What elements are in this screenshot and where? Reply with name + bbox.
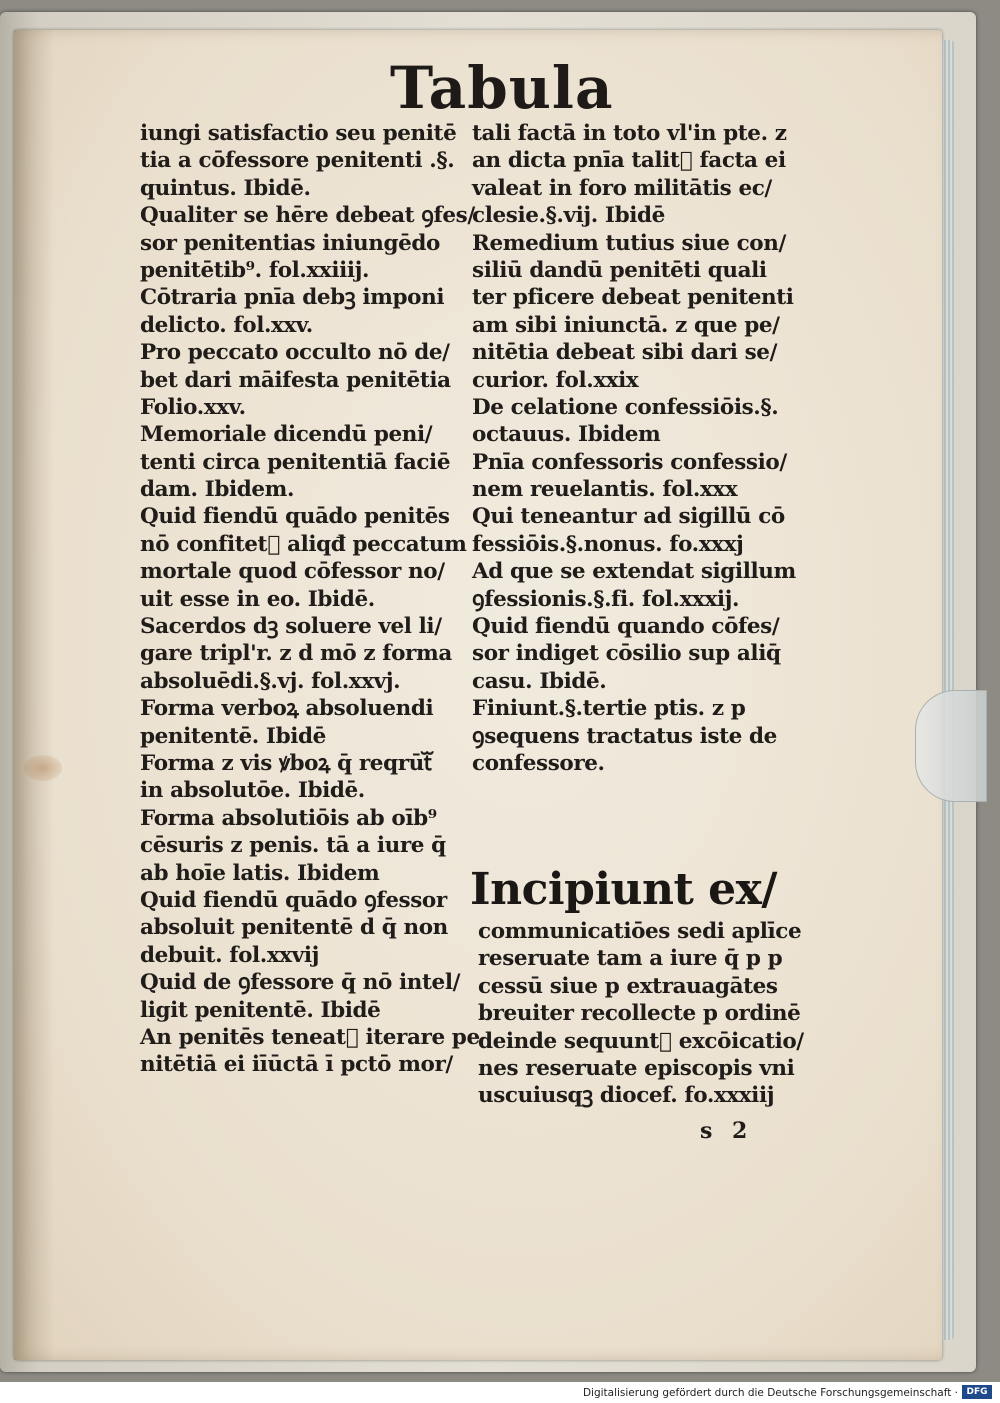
text-line: ligit penitentē. Ibidē	[140, 997, 381, 1023]
right-column-lower	[478, 918, 804, 1110]
text-line: communicatiōes sedi aplīce	[478, 919, 802, 944]
text-line: sor indiget cōsilio sup aliq̄	[472, 641, 781, 667]
text-line: penitētib⁹. fol.xxiiij.	[140, 257, 370, 283]
funding-credit: Digitalisierung gefördert durch die Deutsche Forschungsgemeinschaft ·	[582, 1387, 958, 1399]
text-line: ꝯfessionis.§.fi. fol.xxxij.	[472, 586, 740, 612]
text-line: mortale quod cōfessor no/	[140, 559, 445, 585]
right-column	[472, 120, 797, 777]
text-line: delicto. fol.xxv.	[140, 312, 313, 338]
printer-signature: s 2	[700, 1118, 754, 1144]
text-line: curior. fol.xxix	[472, 367, 639, 393]
text-line: Forma z vis ꝟboꝝ q̄ reqrūtᷓ	[140, 750, 432, 776]
text-line: Pnīa confessoris confessio/	[472, 449, 787, 475]
text-line: Quid fiendū quādo penitēs	[140, 504, 450, 530]
text-line: penitentē. Ibidē	[140, 723, 326, 749]
text-line: Finiunt.§.tertie ptis. z p	[472, 696, 746, 722]
text-line: Qui teneantur ad sigillū cō	[472, 504, 785, 530]
gutter-shadow	[14, 30, 54, 1360]
text-line: Folio.xxv.	[140, 394, 246, 420]
text-line: bet dari māifesta penitētia	[140, 367, 451, 393]
text-line: Qualiter se hēre debeat ꝯfes/	[140, 203, 475, 229]
text-line: cēsuris z penis. tā a iure q̄	[140, 833, 446, 859]
text-line: reseruate tam a iure q̄ p p	[478, 946, 783, 972]
text-line: uit esse in eo. Ibidē.	[140, 586, 375, 612]
text-line: clesie.§.vij. Ibidē	[472, 203, 665, 229]
text-line: am sibi iniunctā. z que pe/	[472, 312, 780, 338]
text-line: nitētiā ei iīūctā ī pctō mor/	[140, 1052, 453, 1078]
text-line: octauus. Ibidem	[472, 422, 661, 448]
text-line: ab hoīe latis. Ibidem	[140, 860, 380, 886]
text-line: quintus. Ibidē.	[140, 175, 311, 201]
text-line: valeat in foro militātis ec/	[472, 175, 772, 201]
text-line: an dicta pnīa talitᷓ facta ei	[472, 148, 786, 174]
text-line: debuit. fol.xxvij	[140, 942, 319, 968]
dfg-logo: DFG	[962, 1385, 992, 1399]
text-line: gare tripl'r. z d mō z forma	[140, 641, 452, 667]
text-line: Quid fiendū quando cōfes/	[472, 614, 780, 640]
text-line: tali factā in toto vl'in pte. z	[472, 121, 787, 146]
paper-stain	[24, 755, 62, 781]
text-line: Quid de ꝯfessore q̄ nō intel/	[140, 970, 461, 996]
text-line: absoluēdi.§.vj. fol.xxvj.	[140, 668, 401, 694]
clip-tab	[915, 690, 987, 802]
text-line: siliū dandū penitēti quali	[472, 257, 767, 283]
text-line: dam. Ibidem.	[140, 477, 295, 503]
text-line: nes reseruate episcopis vni	[478, 1055, 795, 1081]
text-line: confessore.	[472, 750, 605, 776]
text-line: Quid fiendū quādo ꝯfessor	[140, 887, 447, 913]
text-line: Forma verboꝝ absoluendi	[140, 696, 434, 722]
footer-bar	[0, 1382, 1000, 1403]
text-line: De celatione confessiōis.§.	[472, 394, 779, 420]
text-line: absoluit penitentē d q̄ non	[140, 915, 448, 941]
text-line: Forma absolutiōis ab oīb⁹	[140, 805, 437, 831]
page-heading: Tabula	[390, 54, 614, 122]
text-line: Cōtraria pnīa debꝫ imponi	[140, 285, 445, 311]
text-line: cessū siue p extrauagātes	[478, 973, 778, 999]
left-column	[140, 120, 480, 1079]
text-line: iungi satisfactio seu penitē	[140, 121, 457, 146]
text-line: Memoriale dicendū peni/	[140, 422, 433, 448]
text-line: Remedium tutius siue con/	[472, 230, 786, 256]
text-line: nitētia debeat sibi dari se/	[472, 340, 778, 366]
text-line: fessiōis.§.nonus. fo.xxxj	[472, 531, 744, 557]
text-line: nem reuelantis. fol.xxx	[472, 477, 738, 503]
text-line: nō confitetᷓ aliqđ peccatum	[140, 531, 467, 557]
text-line: ꝯsequens tractatus iste de	[472, 723, 777, 749]
text-line: sor penitentias iniungēdo	[140, 230, 440, 256]
text-line: tenti circa penitentiā faciē	[140, 449, 451, 475]
text-line: casu. Ibidē.	[472, 668, 607, 694]
text-line: Ad que se extendat sigillum	[472, 559, 796, 585]
text-line: deinde sequuntᷓ excōicatio/	[478, 1028, 804, 1054]
text-line: ter pficere debeat penitenti	[472, 285, 794, 311]
text-line: in absolutōe. Ibidē.	[140, 778, 365, 804]
text-line: Sacerdos dꝫ soluere vel li/	[140, 614, 442, 640]
text-line: uscuiusqꝫ diocef. fo.xxxiij	[478, 1083, 775, 1109]
text-line: An penitēs teneatᷓ iterare pe	[140, 1024, 480, 1050]
text-line: breuiter recollecte p ordinē	[478, 1001, 801, 1027]
text-line: tia a cōfessore penitenti .§.	[140, 148, 455, 174]
text-line: Pro peccato occulto nō de/	[140, 340, 450, 366]
section-heading: Incipiunt ex/	[470, 864, 777, 915]
